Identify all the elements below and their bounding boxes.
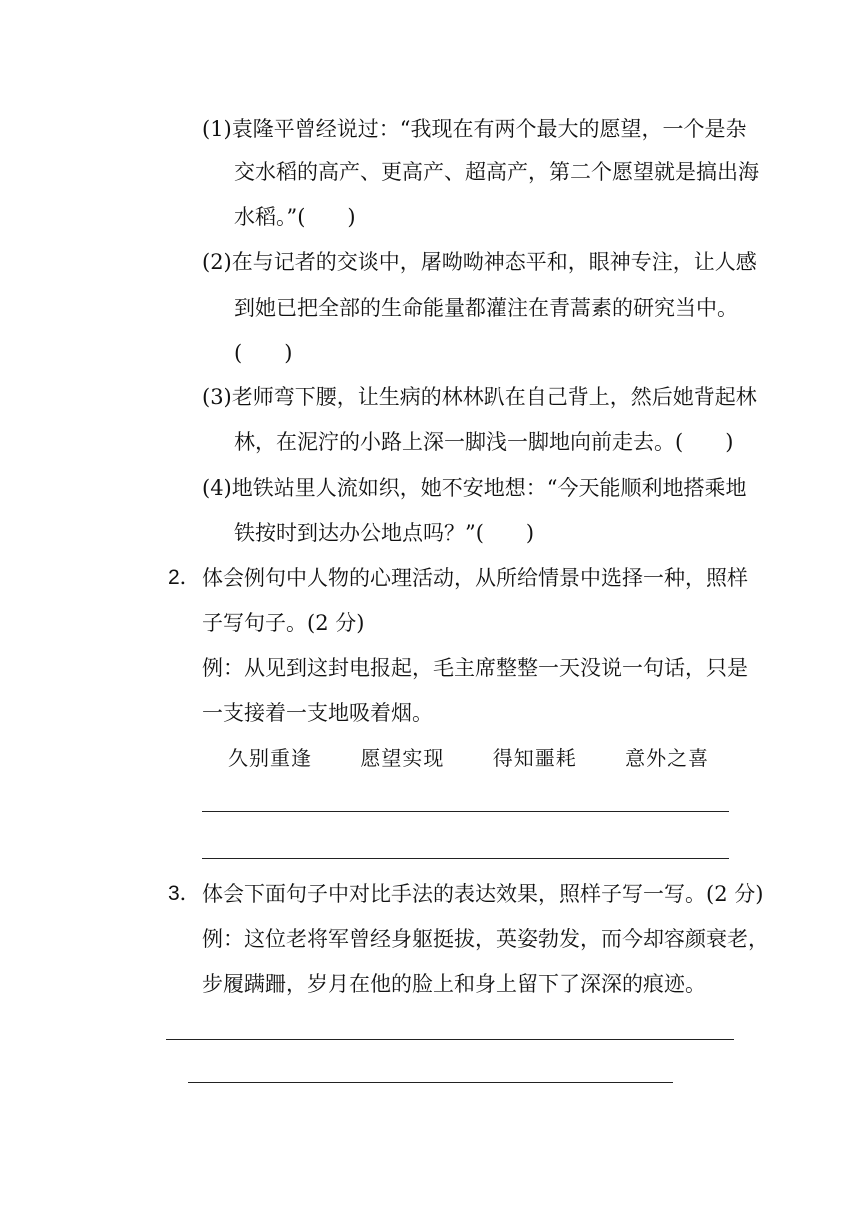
q1-item-2-line-1: (2)在与记者的交谈中，屠呦呦神态平和，眼神专注，让人感 <box>202 250 757 274</box>
q1-item-3-line-1: (3)老师弯下腰，让生病的林林趴在自己背上，然后她背起林 <box>202 385 757 409</box>
q3-answer-line-1[interactable] <box>166 1039 734 1040</box>
q1-item-2-line-3: ( ) <box>234 341 293 365</box>
q2-option-1: 久别重逢 <box>228 746 312 770</box>
q2-answer-line-1[interactable] <box>202 811 729 812</box>
q1-item-1-line-3: 水稻。”( ) <box>234 205 356 229</box>
q1-item-2-line-2: 到她已把全部的生命能量都灌注在青蒿素的研究当中。 <box>234 296 738 320</box>
q1-item-3-line-2: 林，在泥泞的小路上深一脚浅一脚地向前走去。( ) <box>234 430 734 454</box>
q2-answer-line-2[interactable] <box>202 858 729 859</box>
q3-example-line-2: 步履蹒跚，岁月在他的脸上和身上留下了深深的痕迹。 <box>202 972 706 996</box>
q2-options <box>228 744 751 772</box>
q1-item-1-line-1: (1)袁隆平曾经说过：“我现在有两个最大的愿望，一个是杂 <box>202 117 747 141</box>
q2-example-line-1: 例：从见到这封电报起，毛主席整整一天没说一句话，只是 <box>202 656 748 680</box>
q3-example-line-1: 例：这位老将军曾经身躯挺拔，英姿勃发，而今却容颜衰老， <box>202 927 769 951</box>
q2-number: 2． <box>168 566 201 589</box>
q2-option-3: 得知噩耗 <box>492 746 577 770</box>
q2-option-2: 愿望实现 <box>360 746 445 770</box>
q1-item-1-line-2: 交水稻的高产、更高产、超高产，第二个愿望就是搞出海 <box>234 160 759 184</box>
q1-item-4-line-2: 铁按时到达办公地点吗？”( ) <box>234 521 535 545</box>
q2-prompt-line-2: 子写句子。(2 分) <box>202 611 365 635</box>
q3-prompt-line: 体会下面句子中对比手法的表达效果，照样子写一写。(2 分) <box>202 882 764 906</box>
q3-answer-line-2[interactable] <box>188 1082 673 1083</box>
q2-example-line-2: 一支接着一支地吸着烟。 <box>202 701 433 725</box>
q2-option-4: 意外之喜 <box>625 746 710 770</box>
q2-prompt-line-1: 体会例句中人物的心理活动，从所给情景中选择一种，照样 <box>202 566 748 590</box>
q1-item-4-line-1: (4)地铁站里人流如织，她不安地想：“今天能顺利地搭乘地 <box>202 476 747 500</box>
q3-number: 3． <box>168 882 201 905</box>
